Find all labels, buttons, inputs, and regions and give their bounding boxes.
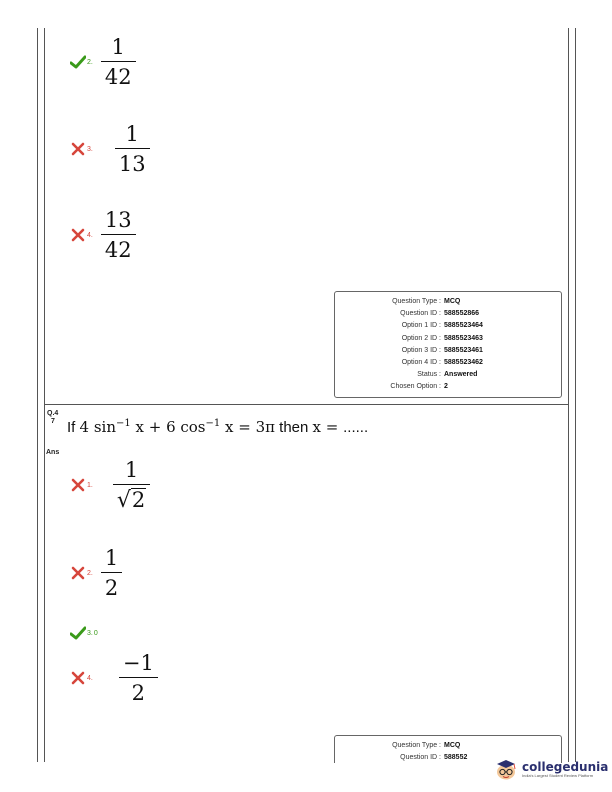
question-text-prefix: If — [67, 419, 76, 436]
cross-icon — [70, 566, 86, 580]
option-number: 2. — [87, 58, 93, 66]
expr-part: x = 3π — [220, 418, 275, 436]
cross-icon — [70, 478, 86, 492]
info-row — [344, 347, 483, 354]
expr-part: x + 6 cos — [130, 418, 206, 436]
info-row — [344, 335, 483, 342]
option-fraction — [115, 122, 150, 176]
info-value: 5885523463 — [444, 334, 483, 342]
info-value: 5885523464 — [444, 322, 483, 330]
cross-icon — [70, 142, 86, 156]
prev-option-4 — [70, 208, 136, 262]
info-value: 5885523462 — [444, 359, 483, 366]
prev-option-3 — [70, 122, 150, 176]
question-text — [67, 418, 368, 436]
info-key: Question Type : — [392, 298, 441, 305]
option-fraction — [101, 208, 136, 262]
info-value: 588552866 — [444, 310, 480, 318]
graduate-mascot-icon — [493, 758, 519, 780]
option-fraction — [119, 651, 158, 705]
info-key: Question ID : — [400, 754, 441, 762]
info-value: 588552 — [444, 754, 468, 762]
question-expression — [80, 418, 275, 436]
denominator: 2 — [131, 681, 146, 706]
left-border-inner — [44, 28, 45, 762]
info-value: 5885523461 — [444, 346, 483, 354]
question-number-line1: Q.4 — [47, 410, 59, 417]
question-number — [47, 410, 58, 426]
info-value: MCQ — [444, 298, 461, 305]
info-value: MCQ — [444, 742, 461, 749]
info-key: Status : — [417, 371, 441, 379]
info-row — [344, 371, 477, 378]
info-row — [344, 359, 483, 366]
fraction-bar — [115, 148, 150, 149]
expr-superscript: −1 — [115, 418, 131, 429]
right-border-outer — [575, 28, 576, 762]
logo-name: collegedunia — [522, 759, 609, 774]
check-icon — [70, 55, 86, 69]
fraction-bar — [101, 572, 122, 573]
option-number: 3. — [87, 629, 93, 637]
prev-option-2 — [70, 35, 136, 89]
info-row — [344, 383, 448, 390]
info-key: Question Type : — [392, 742, 441, 749]
info-row — [344, 310, 479, 317]
numerator: −1 — [122, 651, 154, 675]
option-3 — [70, 626, 106, 640]
left-border-outer — [37, 28, 38, 762]
info-row — [344, 322, 483, 329]
logo-tagline: India's Largest Student Review Platform — [522, 772, 594, 778]
question-info-box — [334, 291, 562, 398]
option-fraction — [113, 458, 150, 512]
cross-icon — [70, 228, 86, 242]
option-number: 4. — [87, 231, 93, 239]
right-border-inner — [568, 28, 569, 762]
fraction-bar — [101, 234, 136, 235]
fraction-bar — [119, 677, 158, 678]
numerator: 13 — [104, 208, 132, 232]
numerator: 1 — [125, 122, 139, 146]
info-key: Option 4 ID : — [401, 359, 441, 366]
option-number: 3. — [87, 145, 93, 153]
denominator: 42 — [104, 65, 132, 90]
numerator: 1 — [111, 35, 125, 59]
expr-part: x = — [312, 418, 344, 436]
numerator: 1 — [104, 546, 119, 570]
answer-label: Ans — [46, 449, 60, 456]
collegedunia-logo — [493, 758, 608, 780]
option-number: 1. — [87, 481, 93, 489]
check-icon — [70, 626, 86, 640]
info-value: 2 — [444, 383, 448, 391]
denominator: 42 — [104, 238, 132, 263]
option-fraction — [101, 35, 136, 89]
info-key: Option 2 ID : — [401, 334, 441, 342]
info-value: Answered — [444, 371, 478, 379]
option-fraction — [101, 546, 122, 600]
info-row — [344, 754, 467, 761]
question-text-mid: then — [275, 419, 313, 436]
question-number-line2: 7 — [51, 418, 55, 425]
sqrt-sign: √ — [116, 488, 131, 514]
radicand: 2 — [131, 488, 146, 513]
info-row — [344, 298, 460, 305]
info-row — [344, 742, 460, 749]
denominator: 13 — [118, 152, 146, 177]
expr-superscript: −1 — [205, 418, 221, 429]
numerator: 1 — [124, 458, 139, 482]
expr-part: 4 sin — [79, 418, 116, 436]
option-2 — [70, 546, 122, 600]
info-key: Option 1 ID : — [401, 322, 441, 330]
fraction-bar — [101, 61, 136, 62]
option-number: 2. — [87, 569, 93, 577]
option-4 — [70, 651, 158, 705]
fraction-bar — [113, 484, 150, 485]
option-1 — [70, 458, 150, 512]
denominator: 2 — [104, 576, 119, 601]
info-key: Option 3 ID : — [401, 346, 441, 354]
section-divider — [44, 404, 569, 405]
question-text-suffix: ...... — [343, 419, 369, 436]
option-number: 4. — [87, 674, 93, 682]
cross-icon — [70, 671, 86, 685]
info-key: Chosen Option : — [390, 383, 441, 391]
option-value: 0 — [93, 629, 98, 637]
sqrt-denominator — [113, 488, 150, 512]
info-key: Question ID : — [400, 310, 441, 318]
